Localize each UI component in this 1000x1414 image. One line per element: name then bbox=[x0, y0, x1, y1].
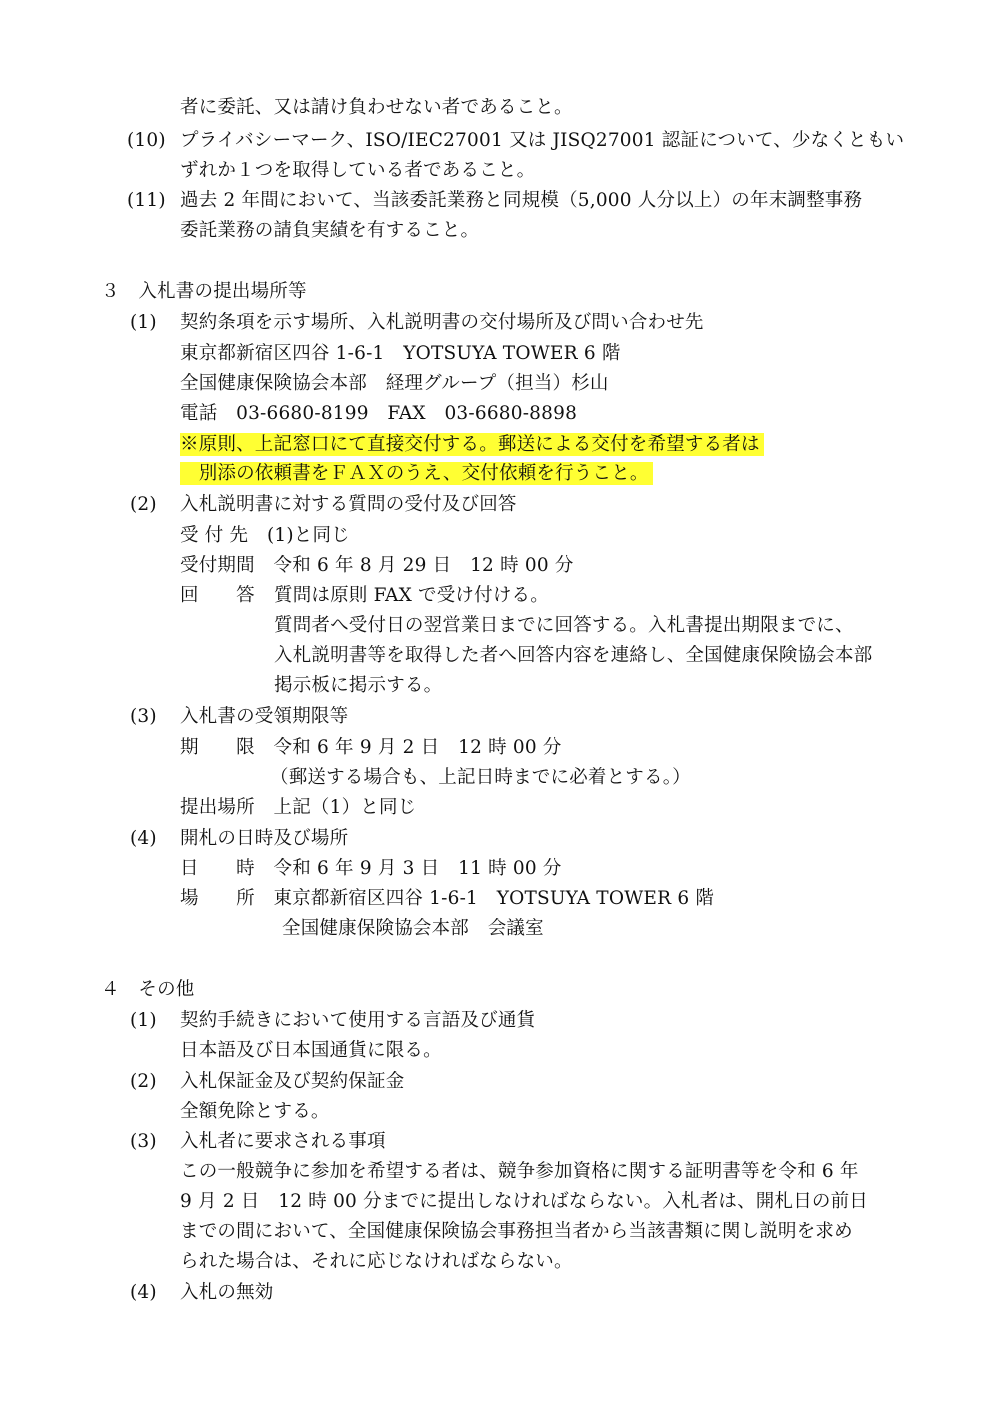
item-number: (11) bbox=[127, 190, 166, 211]
phone-line: 電話 03-6680-8199 FAX 03-6680-8898 bbox=[180, 403, 578, 424]
text-line: までの間において、全国健康保険協会事務担当者から当該書類に関し説明を求め bbox=[180, 1221, 853, 1242]
item-number: (1) bbox=[130, 1010, 157, 1031]
text-line: 全国健康保険協会本部 会議室 bbox=[282, 918, 544, 939]
text-line: 受 付 先 (1)と同じ bbox=[180, 525, 350, 546]
highlighted-note bbox=[180, 459, 653, 489]
text-line: 契約条項を示す場所、入札説明書の交付場所及び問い合わせ先 bbox=[180, 312, 704, 333]
text-line: 質問は原則 FAX で受け付ける。 bbox=[274, 585, 549, 606]
text-line: この一般競争に参加を希望する者は、競争参加資格に関する証明書等を令和 6 年 bbox=[180, 1161, 859, 1182]
item-number: (4) bbox=[130, 828, 157, 849]
text-line: 入札書の受領期限等 bbox=[180, 706, 349, 727]
text-line: 日 時 令和 6 年 9 月 3 日 11 時 00 分 bbox=[180, 858, 562, 879]
text-line: 日本語及び日本国通貨に限る。 bbox=[180, 1040, 442, 1061]
text-line: 入札説明書に対する質問の受付及び回答 bbox=[180, 494, 517, 515]
text-line: 契約手続きにおいて使用する言語及び通貨 bbox=[180, 1010, 536, 1031]
answer-label: 回 答 bbox=[180, 585, 255, 606]
item-number: (1) bbox=[130, 312, 157, 333]
highlight-span: ※原則、上記窓口にて直接交付する。郵送による交付を希望する者は bbox=[180, 433, 764, 456]
highlighted-note bbox=[180, 430, 764, 460]
item-number: (10) bbox=[127, 130, 166, 151]
item-number: (2) bbox=[130, 494, 157, 515]
item-number: (4) bbox=[130, 1282, 157, 1303]
text-line: 全額免除とする。 bbox=[180, 1101, 330, 1122]
item-number: (2) bbox=[130, 1071, 157, 1092]
text-line: 受付期間 令和 6 年 8 月 29 日 12 時 00 分 bbox=[180, 555, 574, 576]
section-heading: ４ その他 bbox=[101, 979, 195, 1000]
text-line: 入札者に要求される事項 bbox=[180, 1131, 386, 1152]
text-line: （郵送する場合も、上記日時までに必着とする。） bbox=[270, 767, 691, 788]
item-number: (3) bbox=[130, 1131, 157, 1152]
text-line: 質問者へ受付日の翌営業日までに回答する。入札書提出期限までに、 bbox=[274, 615, 854, 636]
text-line: 者に委託、又は請け負わせない者であること。 bbox=[180, 97, 573, 118]
text-line: 入札保証金及び契約保証金 bbox=[180, 1071, 405, 1092]
item-number: (3) bbox=[130, 706, 157, 727]
text-line: 入札の無効 bbox=[180, 1282, 274, 1303]
text-line: 期 限 令和 6 年 9 月 2 日 12 時 00 分 bbox=[180, 737, 562, 758]
text-line: 9 月 2 日 12 時 00 分までに提出しなければならない。入札者は、開札日の前日 bbox=[180, 1191, 869, 1212]
text-line: 過去 2 年間において、当該委託業務と同規模（5,000 人分以上）の年末調整事務 bbox=[180, 190, 863, 211]
text-line: 開札の日時及び場所 bbox=[180, 828, 349, 849]
text-line: 掲示板に掲示する。 bbox=[274, 675, 443, 696]
text-line: られた場合は、それに応じなければならない。 bbox=[180, 1251, 573, 1272]
section-heading: ３ 入札書の提出場所等 bbox=[101, 281, 307, 302]
highlight-span: 別添の依頼書をＦＡＸのうえ、交付依頼を行うこと。 bbox=[180, 462, 653, 485]
text-line: 入札説明書等を取得した者へ回答内容を連絡し、全国健康保険協会本部 bbox=[274, 645, 873, 666]
address-line: 東京都新宿区四谷 1-6-1 YOTSUYA TOWER 6 階 bbox=[180, 343, 621, 364]
text-line: 委託業務の請負実績を有すること。 bbox=[180, 220, 480, 241]
contact-line: 全国健康保険協会本部 経理グループ（担当）杉山 bbox=[180, 373, 609, 394]
text-line: プライバシーマーク、ISO/IEC27001 又は JISQ27001 認証について、少なくともい bbox=[180, 130, 905, 151]
text-line: 提出場所 上記（1）と同じ bbox=[180, 797, 417, 818]
text-line: 場 所 東京都新宿区四谷 1-6-1 YOTSUYA TOWER 6 階 bbox=[180, 888, 715, 909]
text-line: ずれか１つを取得している者であること。 bbox=[180, 160, 536, 181]
